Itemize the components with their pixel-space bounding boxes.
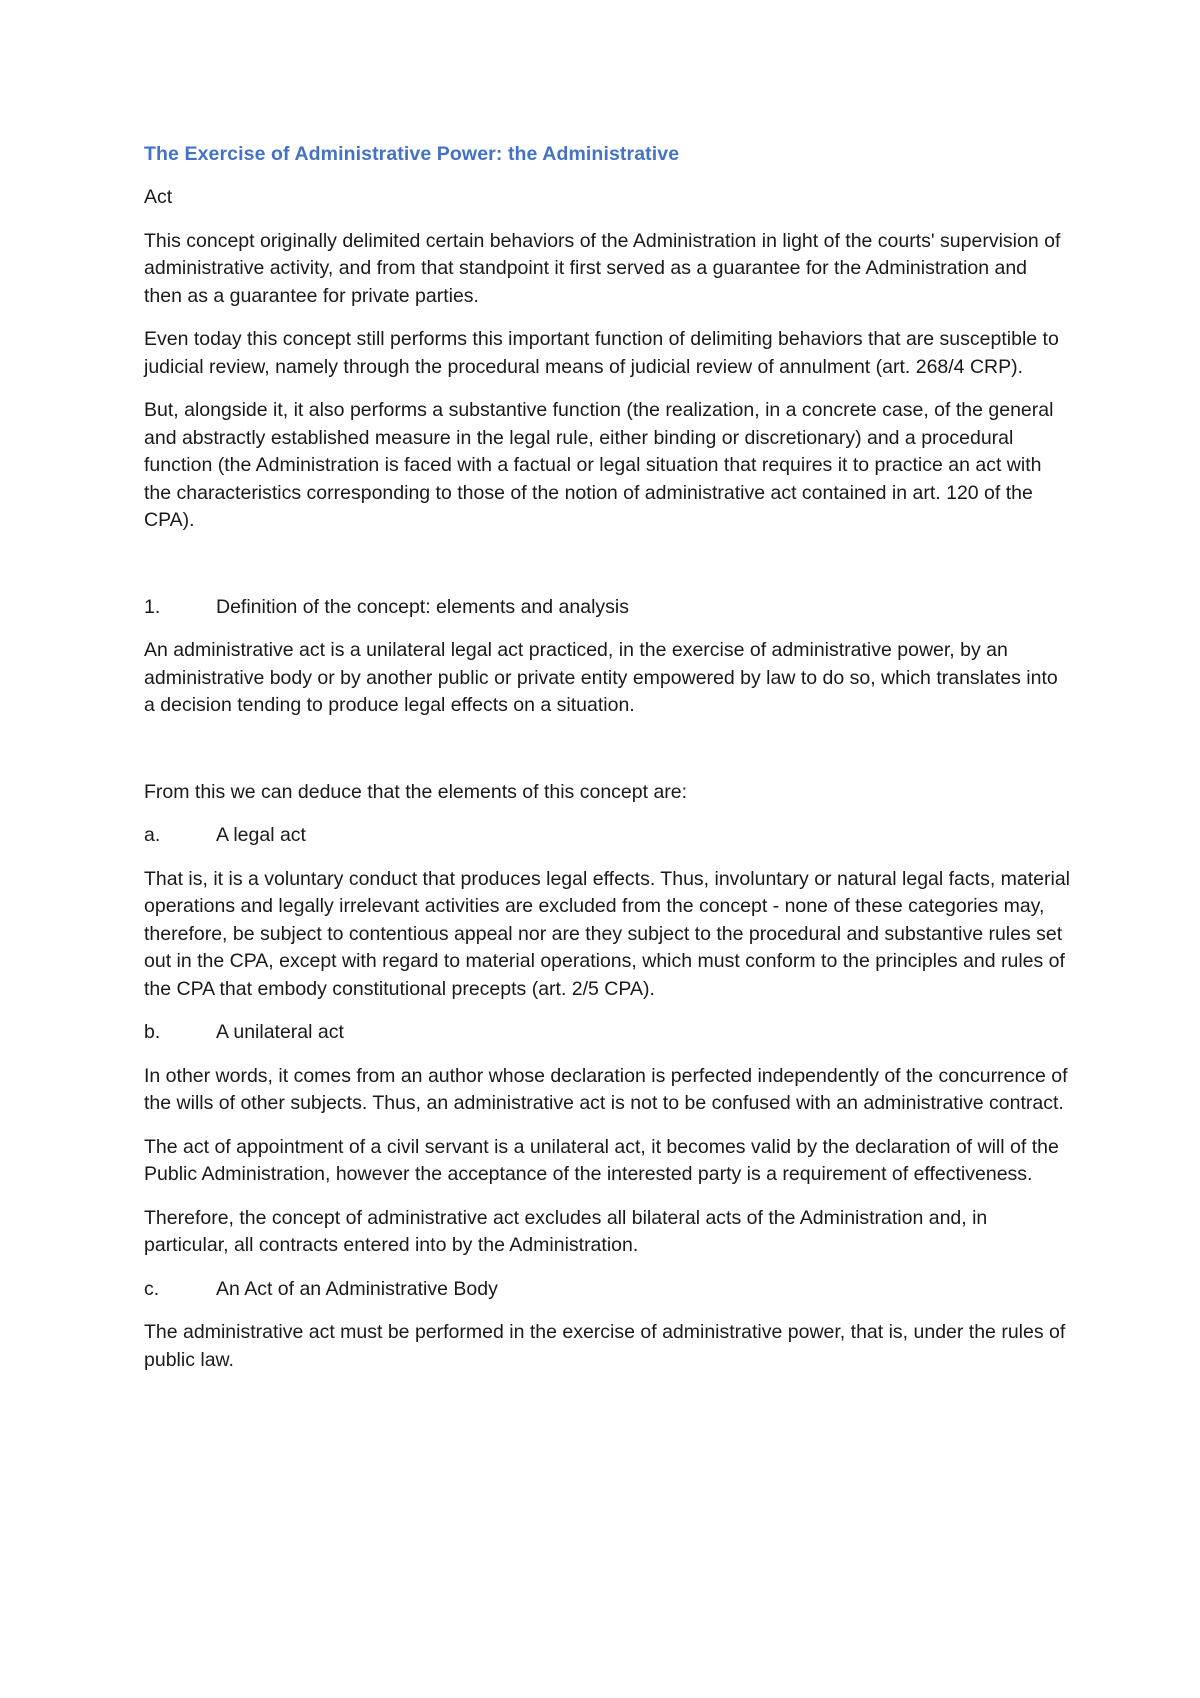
intro-paragraph-3: But, alongside it, it also performs a substantive function (the realization, in a concrete case, of the general and abstractly established measure in the legal rule, either binding or discretionary) and a procedural function (the Administration is faced with a factual or legal situation that requires it to practice an act with the characteristics corresponding to those of the notion of administrative act contained in art. 120 of the CPA). (144, 399, 1054, 531)
intro-paragraph-1: This concept originally delimited certain behaviors of the Administration in light of the courts' supervision of administrative activity, and from that standpoint it first served as a guarantee for the Administration and then as a guarantee for private parties. (144, 229, 1061, 307)
item-b-paragraph-1: In other words, it comes from an author whose declaration is perfected independently of the concurrence of the wills of other subjects. Thus, an administrative act is not to be confused with an administrative contract. (144, 1064, 1068, 1114)
intro-paragraph-2: Even today this concept still performs this important function of delimiting behaviors that are susceptible to judicial review, namely through the procedural means of judicial review of annulment (art. 268/4 CRP). (144, 328, 1059, 378)
item-b-title: A unilateral act (216, 1021, 344, 1043)
item-a-title: A legal act (216, 824, 306, 846)
item-c-paragraph: The administrative act must be performed in the exercise of administrative power, that is, under the rules of public law. (144, 1321, 1066, 1371)
section-1-heading (144, 594, 1070, 622)
definition-paragraph: An administrative act is a unilateral legal act practiced, in the exercise of administrative power, by an administrative body or by another public or private entity empowered by law to do so, which translates into a decision tending to produce legal effects on a situation. (144, 639, 1058, 716)
item-a-heading (144, 822, 1070, 850)
item-c-title: An Act of an Administrative Body (216, 1277, 498, 1300)
item-b-paragraph-2: The act of appointment of a civil servant is a unilateral act, it becomes valid by the declaration of will of the Public Administration, however the acceptance of the interested party is a requirement of effectiveness. (144, 1135, 1059, 1185)
item-b-paragraph-3: Therefore, the concept of administrative act excludes all bilateral acts of the Administration and, in particular, all contracts entered into by the Administration. (144, 1206, 988, 1256)
blank-line (144, 736, 1070, 779)
document-title: The Exercise of Administrative Power: the Administrative (144, 143, 680, 165)
item-c-heading (144, 1276, 1070, 1304)
elements-intro: From this we can deduce that the elements of this concept are: (144, 780, 688, 803)
section-1-number: 1. (144, 595, 161, 618)
section-1-title: Definition of the concept: elements and analysis (216, 595, 629, 618)
item-b-heading (144, 1019, 1070, 1047)
document-subtitle: Act (144, 186, 173, 208)
document-body (144, 140, 1070, 1390)
item-b-marker: b. (144, 1021, 161, 1043)
blank-line (144, 551, 1070, 594)
item-c-marker: c. (144, 1277, 160, 1300)
item-a-paragraph: That is, it is a voluntary conduct that produces legal effects. Thus, involuntary or natural legal facts, material operations and legally irrelevant activities are excluded from the concept - none of these categories may, therefore, be subject to contentious appeal nor are they subject to the procedural and substantive rules set out in the CPA, except with regard to material operations, which must conform to the principles and rules of the CPA that embody constitutional precepts (art. 2/5 CPA). (144, 867, 1071, 1000)
item-a-marker: a. (144, 824, 161, 846)
